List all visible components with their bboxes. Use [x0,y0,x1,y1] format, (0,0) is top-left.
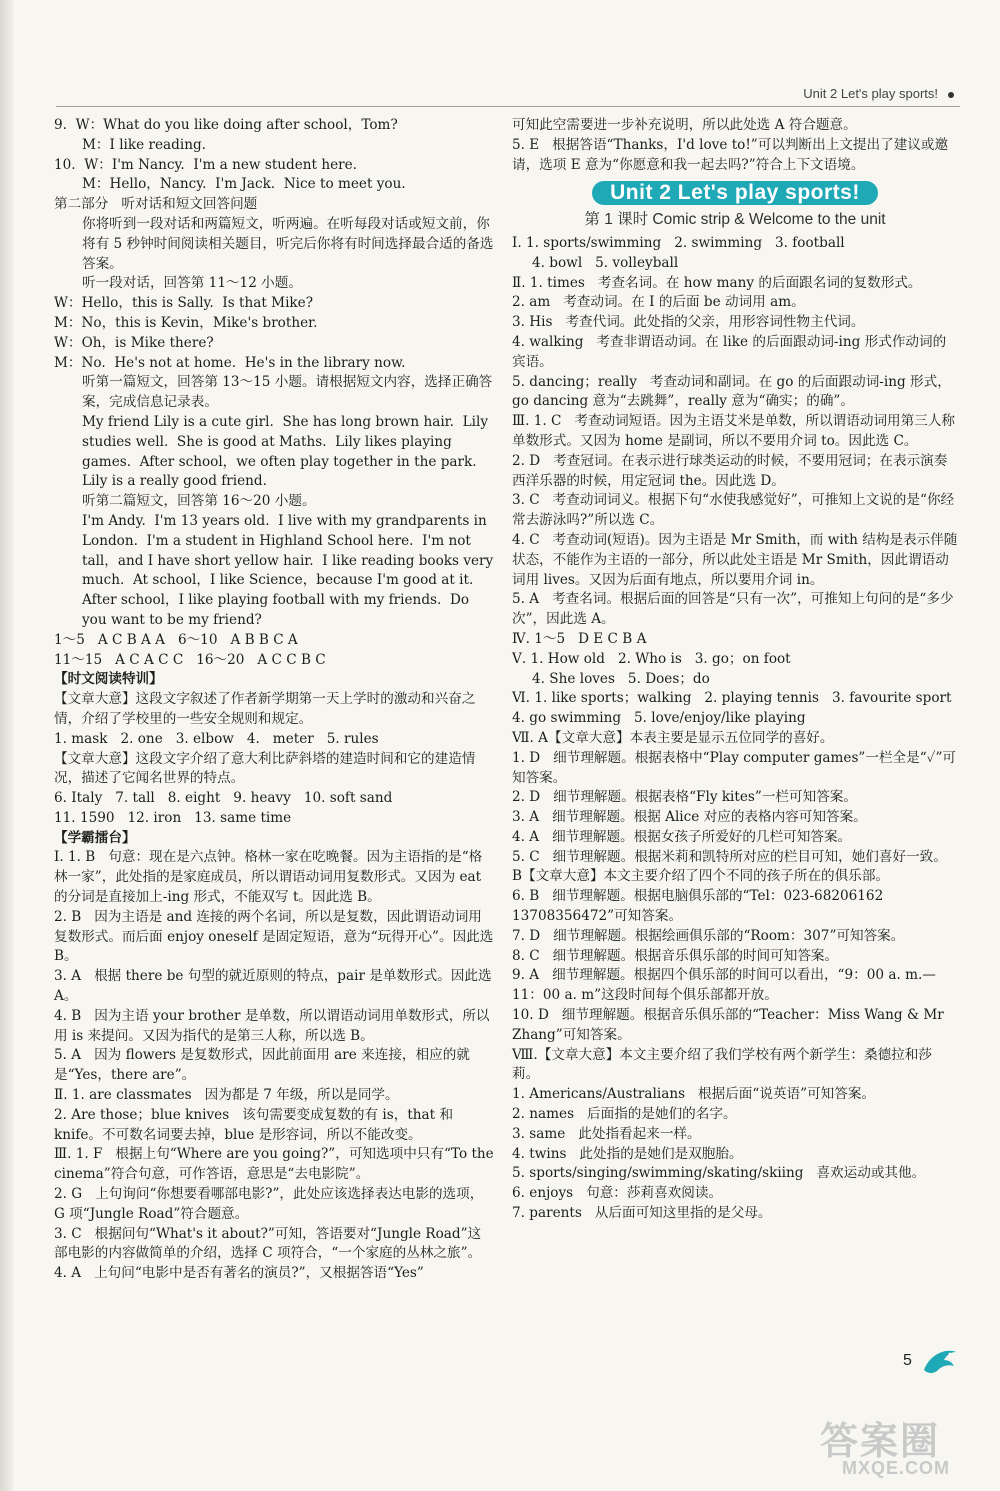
text-line: 3. A 根据 there be 句型的就近原则的特点，pair 是单数形式。因此选 A。 [54,968,496,1005]
right-column-main [512,234,965,1224]
text-line: M：No，this is Kevin，Mike's brother. [54,314,318,331]
text-line: 7. parents 从后面可知这里指的是父母。 [512,1205,772,1222]
text-line: 2. D 细节理解题。根据表格“Fly kites”一栏可知答案。 [512,789,857,806]
text-line: 7. D 细节理解题。根据绘画俱乐部的“Room：307”可知答案。 [512,927,905,944]
text-line: 10. W：I'm Nancy. I'm a new student here. [54,156,357,173]
text-line: 8. C 细节理解题。根据音乐俱乐部的时间可知答案。 [512,947,839,964]
text-line: 9. A 细节理解题。根据四个俱乐部的时间可以看出，“9：00 a. m.—11：00 a. m”这段时间每个俱乐部都开放。 [512,967,936,1004]
text-line: 3. C 考查动词词义。根据下句“水使我感觉好”，可推知上文说的是“你经常去游泳吗?”所以选 C。 [512,492,955,529]
text-line: 3. C 根据问句“What's it about?”可知，答语要对“Jungle Road”这部电影的内容做简单的介绍，选择 C 项符合，“一个家庭的丛林之旅”。 [54,1225,482,1262]
text-line: 5. C 细节理解题。根据米莉和凯特所对应的栏目可知，她们喜好一致。 [512,848,947,865]
watermark-main: 答案圈 [820,1421,941,1463]
page-edge-shadow [0,0,14,1491]
text-line: 【学霸擂台】 [54,829,136,846]
text-line: 5. A 因为 flowers 是复数形式，因此前面用 are 来连接，相应的就是“Yes，there are”。 [54,1047,470,1084]
text-line: 5. A 考查名词。根据后面的回答是“只有一次”，可推知上句问的是“多少次”，因此选 A。 [512,591,954,628]
header-unit-title: Unit 2 Let's play sports! [803,86,938,101]
text-line: 2. names 后面指的是她们的名字。 [512,1106,737,1123]
unit-banner: Unit 2 Let's play sports! [592,181,878,205]
text-line: 11～15 A C A C C 16～20 A C C B C [54,651,326,668]
text-line: 1. D 细节理解题。根据表格中“Play computer games”一栏全是“✓”可知答案。 [512,749,957,786]
text-line: 4. A 上句问“电影中是否有著名的演员?”，又根据答语“Yes” [54,1265,424,1282]
text-line: 9. W：What do you like doing after school，Tom? [54,117,398,133]
text-line: 4. bowl 5. volleyball [532,254,679,271]
page-number: 5 [903,1352,912,1369]
text-line: 6. B 细节理解题。根据电脑俱乐部的“Tel：023-68206162 13708356472”可知答案。 [512,888,888,925]
right-column-top [512,116,958,175]
text-line: 4. twins 此处指的是她们是双胞胎。 [512,1145,743,1162]
left-column [54,116,499,1284]
text-line: 1. Americans/Australians 根据后面“说英语”可知答案。 [512,1086,876,1103]
text-line: 3. A 细节理解题。根据 Alice 对应的表格内容可知答案。 [512,809,867,826]
text-line: Ⅶ. A【文章大意】本表主要是显示五位同学的喜好。 [512,729,834,746]
text-line: W：Oh，is Mike there? [54,334,214,351]
text-line: 6. Italy 7. tall 8. eight 9. heavy 10. soft sand [54,790,393,807]
watermark-url: MXQE.COM [842,1458,951,1478]
text-line: 11. 1590 12. iron 13. same time [54,809,292,826]
text-line: 4. B 因为主语 your brother 是单数，所以谓语动词用单数形式，所以用 is 来提问。又因为指代的是第三人称，所以选 B。 [54,1007,490,1044]
text-line: 6. enjoys 句意：莎莉喜欢阅读。 [512,1185,723,1202]
text-line: 2. Are those；blue knives 该句需要变成复数的有 is，that 和 knife。不可数名词要去掉，blue 是形容词，所以不能改变。 [54,1106,458,1143]
text-line: 4. A 细节理解题。根据女孩子所爱好的几栏可知答案。 [512,828,852,845]
header-dot-icon [948,92,954,98]
text-line: 1～5 A C B A A 6～10 A B B C A [54,631,298,648]
text-line: I'm Andy. I'm 13 years old. I live with my grandparents in London. I'm a student in Highland School here. I'm not tall，and I have short yellow hair. I like reading books very much. At school，I like Science，because I'm good at it. After school，I like playing football with my friends. Do you want to be my friend? [82,512,498,628]
text-line: Ⅳ. 1～5 D E C B A [512,630,647,647]
text-line: 4. She loves 5. Does；do [532,670,710,687]
text-line: M：No. He's not at home. He's in the library now. [54,354,406,371]
text-line: 第二部分 听对话和短文回答问题 [54,196,258,213]
text-line: 3. His 考查代词。此处指的父亲，用形容词性物主代词。 [512,314,865,331]
text-line: M：Hello，Nancy. I'm Jack. Nice to meet you. [82,176,406,193]
text-line: Ⅱ. 1. are classmates 因为都是 7 年级，所以是同学。 [54,1087,399,1104]
unit-banner-wrap [512,181,958,206]
text-line: Ⅴ. 1. How old 2. Who is 3. go；on foot [512,650,791,667]
text-line: 【文章大意】这段文字介绍了意大利比萨斜塔的建造时间和它的建造情况，描述了它闻名世界的特点。 [54,750,476,787]
text-line: 3. same 此处指看起来一样。 [512,1125,701,1142]
text-line: Ⅰ. 1. B 句意：现在是六点钟。格林一家在吃晚餐。因为主语指的是“格林一家”，此处指的是家庭成员，所以谓语动词用复数形式。又因为 eat 的分词是直接加上-ing 形式，不能双写 t。因此选 B。 [54,849,486,906]
text-line: 4. C 考查动词(短语)。因为主语是 Mr Smith，而 with 结构是表示伴随状态，不能作为主语的一部分，所以此处主语是 Mr Smith，因此谓语动词用 lives。又因为后面有地点，所以要用介词 in。 [512,531,958,588]
text-line: 2. am 考查动词。在 I 的后面 be 动词用 am。 [512,294,805,311]
text-line: 你将听到一段对话和两篇短文，听两遍。在听每段对话或短文前，你将有 5 秒钟时间阅读相关题目，听完后你将有时间选择最合适的备选答案。 [82,215,494,272]
text-line: 2. D 考查冠词。在表示进行球类运动的时候，不要用冠词；在表示演奏西洋乐器的时候，用定冠词 the。因此选 D。 [512,452,948,489]
text-line: 听第一篇短文，回答第 13～15 小题。请根据短文内容，选择正确答案，完成信息记录表。 [82,374,493,411]
text-line: Ⅰ. 1. sports/swimming 2. swimming 3. football [512,234,845,251]
text-line: 【文章大意】这段文字叙述了作者新学期第一天上学时的激动和兴奋之情，介绍了学校里的一些安全规则和规定。 [54,691,476,727]
text-line: Ⅷ.【文章大意】本文主要介绍了我们学校有两个新学生：桑德拉和莎莉。 [512,1046,932,1083]
text-line: M：I like reading. [82,136,206,153]
text-line: Ⅲ. 1. F 根据上句“Where are you going?”，可知选项中只有“To the cinema”符合句意，可作答语，意思是“去电影院”。 [54,1146,499,1183]
text-line: 2. B 因为主语是 and 连接的两个名词，所以是复数，因此谓语动词用复数形式。而后面 enjoy oneself 是固定短语，意为“玩得开心”。因此选 B。 [54,908,498,965]
text-line: 5. sports/singing/swimming/skating/skiing 喜欢运动或其他。 [512,1165,926,1182]
text-line: 1. mask 2. one 3. elbow 4. meter 5. rules [54,730,379,747]
text-line: 4. walking 考查非谓语动词。在 like 的后面跟动词-ing 形式作动词的宾语。 [512,333,947,370]
text-line: 5. dancing；really 考查动词和副词。在 go 的后面跟动词-ing 形式，go dancing 意为“去跳舞”，really 意为“确实；的确”。 [512,373,951,410]
text-line: B【文章大意】本文主要介绍了四个不同的孩子所在的俱乐部。 [512,868,890,885]
text-line: My friend Lily is a cute girl. She has long brown hair. Lily studies well. She is good at Maths. Lily likes playing games. After school，we often play together in the park. Lily is a really good friend. [82,413,493,490]
text-line: 听第二篇短文，回答第 16～20 小题。 [82,493,316,510]
lesson-title: 第 1 课时 Comic strip & Welcome to the unit [584,211,886,229]
text-line: 5. E 根据答语“Thanks，I'd love to!”可以判断出上文提出了建议或邀请，选项 E 意为“你愿意和我一起去吗?”符合上下文语境。 [512,136,949,173]
text-line: 【时文阅读特训】 [54,671,163,688]
right-column [512,116,965,1224]
page-header [56,80,960,107]
text-line: 10. D 细节理解题。根据音乐俱乐部的“Teacher：Miss Wang & Mr Zhang”可知答案。 [512,1007,949,1043]
text-line: Ⅵ. 1. like sports；walking 2. playing tennis 3. favourite sport 4. go swimming 5. love/enjoy/like playing [512,690,965,727]
text-line: 可知此空需要进一步补充说明，所以此处选 A 符合题意。 [512,117,857,133]
text-line: W：Hello，this is Sally. Is that Mike? [54,295,314,312]
dolphin-logo-icon [920,1344,960,1378]
text-line: 2. G 上句询问“你想要看哪部电影?”，此处应该选择表达电影的选项，G 项“Jungle Road”符合题意。 [54,1186,484,1222]
text-line: 听一段对话，回答第 11～12 小题。 [82,275,302,292]
text-line: Ⅱ. 1. times 考查名词。在 how many 的后面跟名词的复数形式。 [512,274,922,291]
text-line: Ⅲ. 1. C 考查动词短语。因为主语艾米是单数，所以谓语动词用第三人称单数形式。又因为 home 是副词，所以不要用介词 to。因此选 C。 [512,413,956,449]
